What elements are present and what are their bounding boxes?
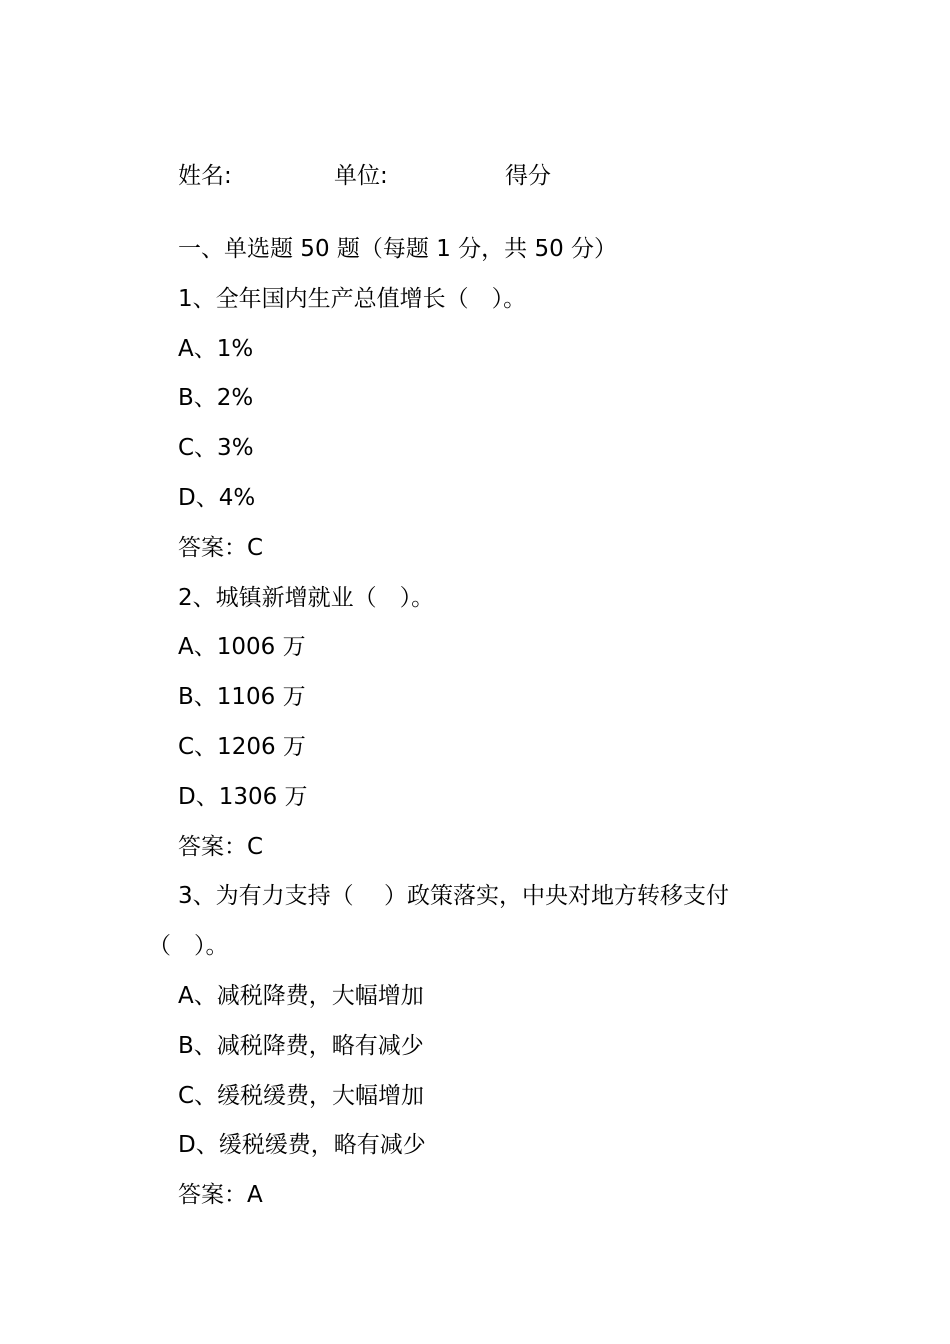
score-label: 得分 xyxy=(505,163,551,189)
unit-label: 单位: xyxy=(334,163,388,189)
question-1-option-b: B、2% xyxy=(178,385,254,412)
question-3-option-a: A、减税降费，大幅增加 xyxy=(178,982,424,1009)
question-2-option-d: D、1306 万 xyxy=(178,783,308,810)
section-title: 一、单选题 50 题（每题 1 分，共 50 分） xyxy=(178,236,618,262)
question-2-stem: 2、城镇新增就业（ ）。 xyxy=(178,584,435,611)
question-2-option-a: A、1006 万 xyxy=(178,634,306,661)
question-2-option-b: B、1106 万 xyxy=(178,684,306,711)
question-1-option-d: D、4% xyxy=(178,484,256,511)
name-label: 姓名: xyxy=(178,163,232,189)
question-3-option-b: B、减税降费，略有减少 xyxy=(178,1032,424,1059)
question-1-answer: 答案：C xyxy=(178,534,264,561)
question-3-answer: 答案：A xyxy=(178,1182,263,1209)
exam-content xyxy=(148,225,808,1221)
question-2-option-c: C、1206 万 xyxy=(178,733,306,760)
question-2-answer: 答案：C xyxy=(178,833,264,860)
exam-header xyxy=(178,158,778,194)
question-3-stem: 3、为有力支持（ ）政策落实，中央对地方转移支付（ ）。 xyxy=(148,883,729,960)
question-1-stem: 1、全年国内生产总值增长（ ）。 xyxy=(178,285,527,312)
question-3-option-c: C、缓税缓费，大幅增加 xyxy=(178,1082,425,1109)
question-1-option-c: C、3% xyxy=(178,435,254,462)
question-3-option-d: D、缓税缓费，略有减少 xyxy=(178,1132,426,1159)
question-1-option-a: A、1% xyxy=(178,335,254,362)
